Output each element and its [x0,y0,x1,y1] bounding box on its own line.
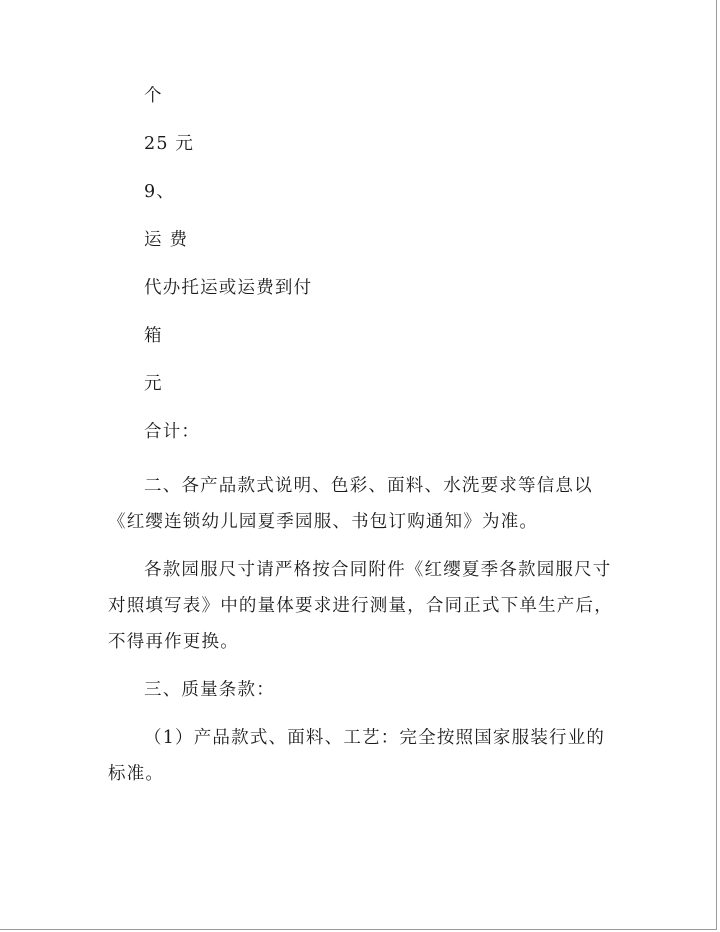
text-line: 个 [144,86,163,106]
text-line: 箱 [144,326,163,346]
paragraph-quality-heading: 三、质量条款： [144,680,275,700]
text-line: 代办托运或运费到付 [144,278,313,298]
document-body [108,84,613,804]
paragraph-size-requirements: 各款园服尺寸请严格按合同附件《红缨夏季各款园服尺寸对照填写表》中的量体要求进行测量，合同正式下单生产后，不得再作更换。 [108,560,613,652]
text-line: 元 [144,374,163,394]
text-line: 运 费 [144,230,189,250]
paragraph-quality-standard: （1）产品款式、面料、工艺：完全按照国家服装行业的标准。 [108,728,606,784]
text-line: 合计： [144,422,201,442]
text-line: 25 元 [144,134,195,154]
paragraph-product-info: 二、各产品款式说明、色彩、面料、水洗要求等信息以《红缨连锁幼儿园夏季园服、书包订购通知》为准。 [108,476,593,532]
text-line: 9、 [144,182,176,202]
